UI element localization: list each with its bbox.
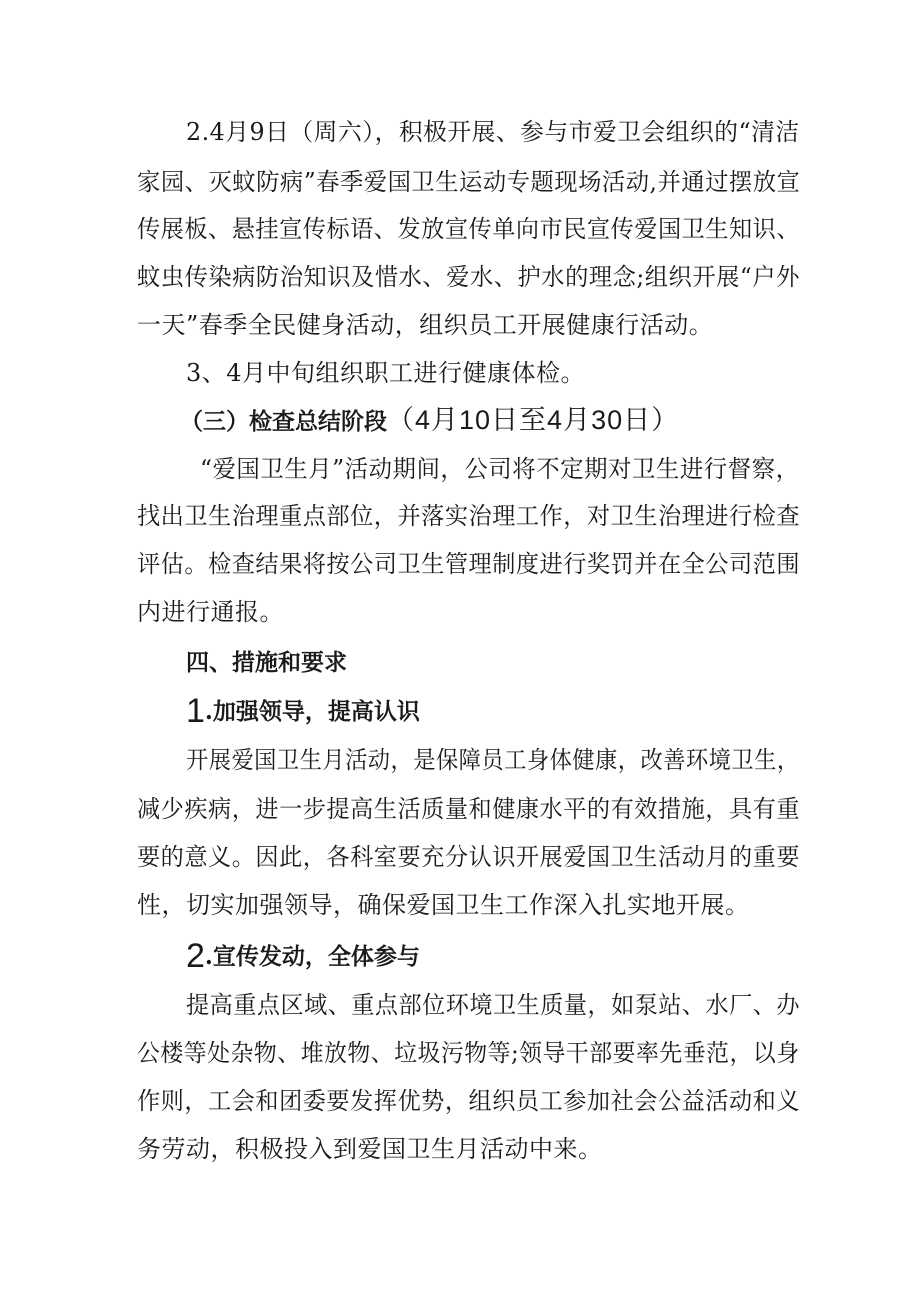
item-1-heading (186, 692, 420, 730)
paragraph-3: 3、4月中旬组织职工进行健康体检。 (186, 359, 586, 387)
item-2-line-1: 提高重点区域、重点部位环境卫生质量，如泵站、水厂、办 (186, 991, 801, 1019)
stage-paragraph-line-3: 评估。检查结果将按公司卫生管理制度进行奖罚并在全公司范围 (137, 550, 801, 578)
item-1-line-3: 要的意义。因此，各科室要充分认识开展爱国卫生活动月的重要 (137, 843, 801, 871)
item-2-line-2: 公楼等处杂物、堆放物、垃圾污物等;领导干部要率先垂范，以身 (137, 1039, 800, 1067)
item-1-line-4: 性，切实加强领导，确保爱国卫生工作深入扎实地开展。 (137, 891, 750, 919)
stage-heading (180, 405, 679, 437)
paragraph-2-line-1: 2.4月9日（周六），积极开展、参与市爱卫会组织的“清洁 (186, 118, 800, 146)
item-1-line-2: 减少疾病，进一步提高生活质量和健康水平的有效措施，具有重 (137, 795, 801, 823)
item-2-line-3: 作则，工会和团委要发挥优势，组织员工参加社会公益活动和义 (137, 1087, 801, 1115)
item-2-line-4: 务劳动，积极投入到爱国卫生月活动中来。 (137, 1135, 603, 1163)
item-2-heading (186, 937, 420, 975)
item-2-number: 2 (186, 937, 205, 975)
stage-paragraph-line-4: 内进行通报。 (137, 598, 284, 626)
stage-paragraph-line-2: 找出卫生治理重点部位，并落实治理工作，对卫生治理进行检查 (137, 502, 801, 530)
paragraph-2-line-4: 蚊虫传染病防治知识及惜水、爱水、护水的理念;组织开展“户外 (137, 263, 800, 291)
paragraph-2-line-5: 一天”春季全民健身活动，组织员工开展健康行活动。 (137, 311, 714, 339)
item-1-title: .加强领导，提高认识 (204, 698, 420, 725)
stage-heading-label: （三）检查总结阶段 (180, 408, 387, 435)
item-2-title: .宣传发动，全体参与 (204, 943, 420, 970)
stage-heading-date-range: （4月10日至4月30日） (387, 405, 680, 435)
stage-paragraph-line-1: “爱国卫生月”活动期间，公司将不定期对卫生进行督察， (200, 455, 800, 483)
paragraph-2-line-3: 传展板、悬挂宣传标语、发放宣传单向市民宣传爱国卫生知识、 (137, 215, 801, 243)
item-1-line-1: 开展爱国卫生月活动，是保障员工身体健康，改善环境卫生， (186, 746, 800, 774)
section-4-heading: 四、措施和要求 (186, 649, 347, 676)
paragraph-2-line-2: 家园、灭蚊防病”春季爱国卫生运动专题现场活动,并通过摆放宣 (137, 168, 801, 196)
item-1-number: 1 (186, 692, 205, 730)
